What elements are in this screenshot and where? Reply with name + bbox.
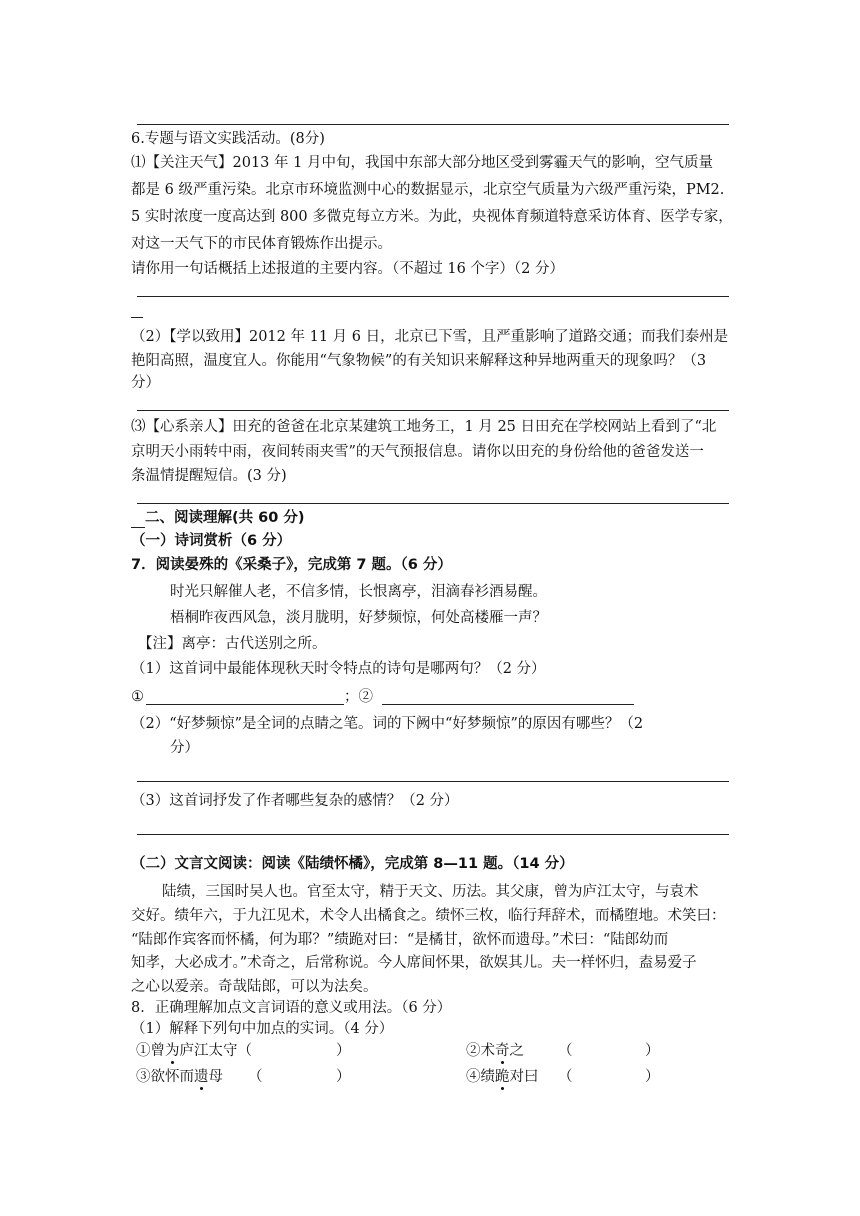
q6-p2-line2: 艳阳高照，温度宜人。你能用“气象物候”的有关知识来解释这种异地两重天的现象吗？（3: [131, 353, 707, 369]
answer-line-q7-2[interactable]: [137, 781, 729, 782]
top-rule: [137, 124, 729, 125]
q6-p1-line2: 都是 6 级严重污染。北京市环境监测中心的数据显示，北京空气质量为六级严重污染，PM2.: [131, 182, 725, 198]
poem-line1: 时光只解催人老，不信多情，长恨离亭，泪滴春衫酒易醒。: [170, 584, 547, 600]
vocab-item-3-open: （: [248, 1069, 263, 1085]
q6-p3-line1: ⑶【心系亲人】田充的爸爸在北京某建筑工地务工，1 月 25 日田充在学校网站上看到了“北: [131, 419, 717, 435]
answer-line-q6-3[interactable]: [137, 503, 729, 504]
section2-sub1: （一）诗词赏析（6 分）: [131, 533, 292, 549]
vocab-item-4-pre: ④绩: [466, 1069, 495, 1085]
vocab-item-4-open: （: [558, 1069, 573, 1085]
section2-underline: [131, 527, 145, 528]
dotted-word-3: 遗: [194, 1069, 209, 1085]
q7-title: 7．阅读晏殊的《采桑子》，完成第 7 题。（6 分）: [131, 557, 452, 573]
vocab-item-1-close: ）: [336, 1043, 351, 1059]
vocab-item-3: [136, 1066, 223, 1088]
q7-2-line2: 分）: [170, 740, 199, 756]
dotted-word-4: 跪: [495, 1069, 510, 1085]
q6-p1-prompt: 请你用一句话概括上述报道的主要内容。（不超过 16 个字）（2 分）: [131, 261, 565, 277]
poem-line2: 梧桐昨夜西风急，淡月胧明，好梦频惊，何处高楼雁一声？: [170, 610, 547, 626]
poem-note: 【注】离亭：古代送别之所。: [138, 636, 327, 652]
q6-p1-line4: 对这一天气下的市民体育锻炼作出提示。: [131, 236, 392, 252]
passage-line2: 交好。绩年六，于九江见术，术令人出橘食之。绩怀三枚，临行拜辞术，而橘堕地。术笑曰：: [131, 908, 726, 924]
q6-p3-line3: 条温情提醒短信。(3 分): [131, 468, 287, 484]
vocab-item-2-pre: ②术: [466, 1043, 495, 1059]
vocab-item-3-pre: ③欲怀而: [136, 1069, 194, 1085]
vocab-item-3-close: ）: [336, 1069, 351, 1085]
q7-1-separator: ；②: [344, 689, 373, 705]
vocab-item-2: [466, 1040, 524, 1062]
vocab-item-2-post: 之: [509, 1043, 524, 1059]
q6-title: 6.专题与语文实践活动。(8分): [131, 131, 325, 147]
q6-p1-line3: 5 实时浓度一度高达到 800 多微克每立方米。为此，央视体育频道特意采访体育、医学专家，: [131, 209, 733, 225]
q8-1: （1）解释下列句中加点的实词。（4 分）: [131, 1021, 394, 1037]
answer-line-q7-3[interactable]: [137, 834, 729, 835]
q8-title: 8．正确理解加点文言词语的意义或用法。（6 分）: [131, 1000, 452, 1016]
passage-line5: 之心以爱亲。奇哉陆郎，可以为法矣。: [131, 979, 378, 995]
passage-line4: 知孝，大必成才。”术奇之，后常称说。今人席间怀果，欲娱其儿。夫一样怀归，盍易爱子: [131, 955, 697, 971]
q6-p1-line1: ⑴【关注天气】2013 年 1 月中旬，我国中东部大部分地区受到雾霾天气的影响，空气质量: [131, 155, 713, 171]
q7-1: （1）这首词中最能体现秋天时令特点的诗句是哪两句？（2 分）: [131, 661, 546, 677]
answer-blank-q7-1b[interactable]: [382, 704, 634, 705]
q6-p2-line1: （2）【学以致用】2012 年 11 月 6 日，北京已下雪，且严重影响了道路交通；而我们泰州是: [131, 329, 729, 345]
dotted-word-1: 为: [165, 1043, 180, 1059]
passage-line3: “陆郎作宾客而怀橘，何为耶？”绩跪对曰：“是橘甘，欲怀而遗母。”术曰：“陆郎幼而: [131, 932, 669, 948]
vocab-item-1-pre: ①曾: [136, 1043, 165, 1059]
answer-line-q6-2[interactable]: [137, 410, 729, 411]
vocab-item-1: [136, 1040, 252, 1062]
vocab-item-4-close: ）: [645, 1069, 660, 1085]
vocab-item-2-open: （: [558, 1043, 573, 1059]
vocab-item-3-post: 母: [208, 1069, 223, 1085]
answer-line-q6-1[interactable]: [137, 296, 729, 297]
dotted-word-2: 奇: [495, 1043, 510, 1059]
passage-line1: 陆绩，三国时吴人也。官至太守，精于天文、历法。其父康，曾为庐江太守，与袁术: [162, 884, 699, 900]
vocab-item-1-post: 庐江太守（: [179, 1043, 252, 1059]
vocab-item-4-post: 对曰: [509, 1069, 539, 1085]
q6-p2-line3: 分）: [131, 375, 160, 391]
section2-title: 二、阅读理解(共 60 分): [145, 510, 305, 526]
answer-line-q6-1-tail: [131, 317, 143, 318]
q7-3: （3）这首词抒发了作者哪些复杂的感情？（2 分）: [131, 793, 459, 809]
q7-2-line1: （2）“好梦频惊”是全词的点睛之笔。词的下阙中“好梦频惊”的原因有哪些？（2: [131, 716, 644, 732]
q6-p3-line2: 京明天小雨转中雨，夜间转雨夹雪”的天气预报信息。请你以田充的身份给他的爸爸发送一: [131, 444, 704, 460]
vocab-item-4: [466, 1066, 539, 1088]
answer-blank-q7-1a[interactable]: [146, 704, 344, 705]
section2-sub2: （二）文言文阅读：阅读《陆绩怀橘》，完成第 8—11 题。（14 分）: [131, 856, 574, 872]
vocab-item-2-close: ）: [645, 1043, 660, 1059]
q7-1-circle1: ①: [131, 689, 144, 705]
